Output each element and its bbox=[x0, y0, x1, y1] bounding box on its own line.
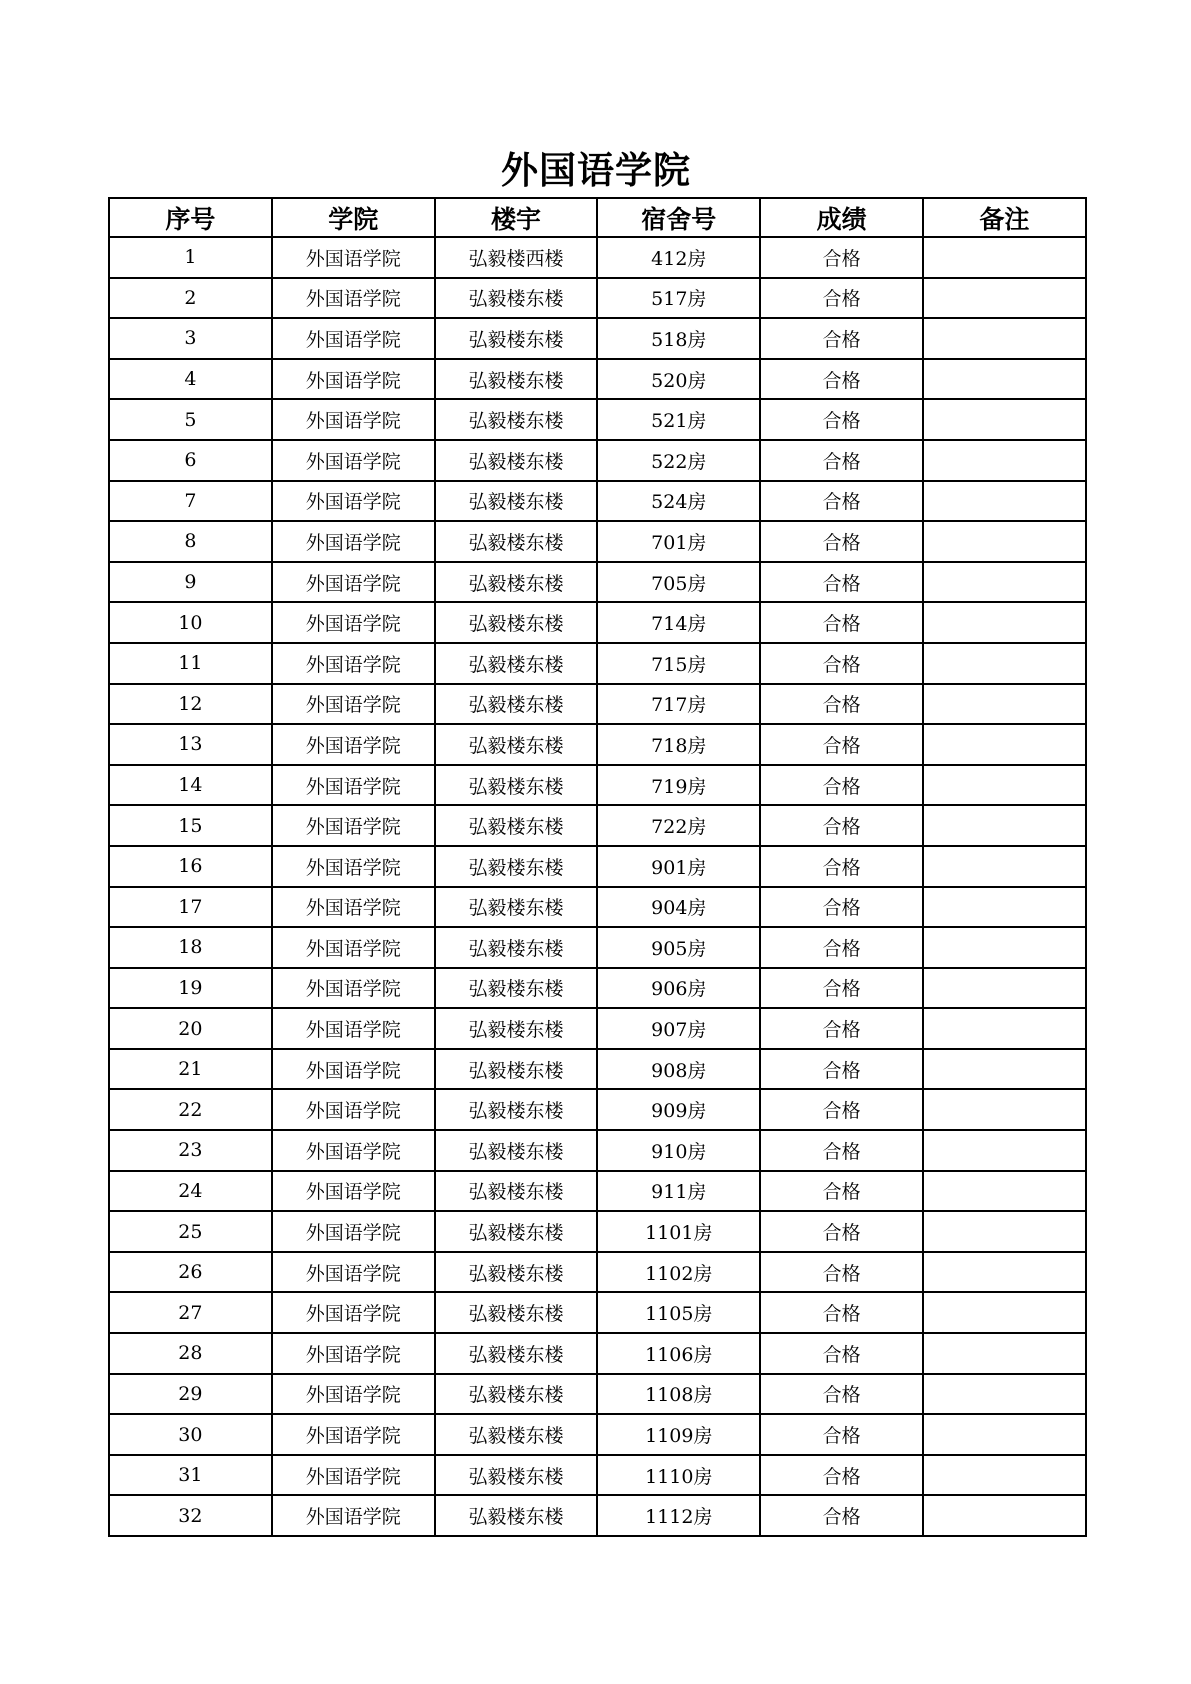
cell-result: 合格 bbox=[760, 1171, 923, 1212]
cell-college: 外国语学院 bbox=[272, 1008, 435, 1049]
header-building: 楼宇 bbox=[435, 198, 598, 237]
cell-result: 合格 bbox=[760, 927, 923, 968]
cell-result: 合格 bbox=[760, 724, 923, 765]
cell-building: 弘毅楼东楼 bbox=[435, 602, 598, 643]
cell-building: 弘毅楼东楼 bbox=[435, 1495, 598, 1536]
header-remarks: 备注 bbox=[923, 198, 1086, 237]
cell-remarks bbox=[923, 1089, 1086, 1130]
cell-college: 外国语学院 bbox=[272, 724, 435, 765]
table-row bbox=[109, 1008, 1086, 1049]
cell-result: 合格 bbox=[760, 887, 923, 928]
table-row bbox=[109, 1374, 1086, 1415]
cell-building: 弘毅楼西楼 bbox=[435, 237, 598, 278]
table-row bbox=[109, 1495, 1086, 1536]
cell-college: 外国语学院 bbox=[272, 399, 435, 440]
cell-building: 弘毅楼东楼 bbox=[435, 1252, 598, 1293]
cell-index: 13 bbox=[109, 724, 272, 765]
cell-index: 31 bbox=[109, 1455, 272, 1496]
cell-remarks bbox=[923, 521, 1086, 562]
cell-result: 合格 bbox=[760, 1008, 923, 1049]
cell-room: 908房 bbox=[597, 1049, 760, 1090]
cell-room: 522房 bbox=[597, 440, 760, 481]
cell-room: 1102房 bbox=[597, 1252, 760, 1293]
cell-building: 弘毅楼东楼 bbox=[435, 1292, 598, 1333]
cell-room: 705房 bbox=[597, 562, 760, 603]
cell-building: 弘毅楼东楼 bbox=[435, 1008, 598, 1049]
cell-college: 外国语学院 bbox=[272, 237, 435, 278]
table-row bbox=[109, 440, 1086, 481]
cell-room: 1106房 bbox=[597, 1333, 760, 1374]
cell-remarks bbox=[923, 1333, 1086, 1374]
cell-remarks bbox=[923, 1211, 1086, 1252]
cell-building: 弘毅楼东楼 bbox=[435, 968, 598, 1009]
table-row bbox=[109, 1333, 1086, 1374]
cell-room: 904房 bbox=[597, 887, 760, 928]
cell-building: 弘毅楼东楼 bbox=[435, 684, 598, 725]
table-row bbox=[109, 1089, 1086, 1130]
cell-college: 外国语学院 bbox=[272, 684, 435, 725]
cell-remarks bbox=[923, 1414, 1086, 1455]
cell-building: 弘毅楼东楼 bbox=[435, 1130, 598, 1171]
cell-building: 弘毅楼东楼 bbox=[435, 562, 598, 603]
cell-index: 1 bbox=[109, 237, 272, 278]
cell-index: 14 bbox=[109, 765, 272, 806]
cell-remarks bbox=[923, 1049, 1086, 1090]
cell-college: 外国语学院 bbox=[272, 927, 435, 968]
cell-result: 合格 bbox=[760, 846, 923, 887]
cell-building: 弘毅楼东楼 bbox=[435, 1374, 598, 1415]
cell-college: 外国语学院 bbox=[272, 359, 435, 400]
cell-result: 合格 bbox=[760, 440, 923, 481]
cell-remarks bbox=[923, 724, 1086, 765]
cell-college: 外国语学院 bbox=[272, 318, 435, 359]
table-row bbox=[109, 846, 1086, 887]
cell-remarks bbox=[923, 318, 1086, 359]
cell-college: 外国语学院 bbox=[272, 1171, 435, 1212]
cell-college: 外国语学院 bbox=[272, 1130, 435, 1171]
cell-remarks bbox=[923, 968, 1086, 1009]
cell-room: 701房 bbox=[597, 521, 760, 562]
cell-room: 910房 bbox=[597, 1130, 760, 1171]
cell-remarks bbox=[923, 562, 1086, 603]
cell-remarks bbox=[923, 481, 1086, 522]
cell-index: 28 bbox=[109, 1333, 272, 1374]
cell-result: 合格 bbox=[760, 481, 923, 522]
cell-college: 外国语学院 bbox=[272, 1333, 435, 1374]
cell-result: 合格 bbox=[760, 684, 923, 725]
dormitory-results-table bbox=[108, 197, 1087, 1537]
cell-remarks bbox=[923, 359, 1086, 400]
cell-room: 520房 bbox=[597, 359, 760, 400]
cell-remarks bbox=[923, 440, 1086, 481]
cell-result: 合格 bbox=[760, 1414, 923, 1455]
table-row bbox=[109, 278, 1086, 319]
header-result: 成绩 bbox=[760, 198, 923, 237]
cell-remarks bbox=[923, 765, 1086, 806]
cell-index: 19 bbox=[109, 968, 272, 1009]
cell-index: 9 bbox=[109, 562, 272, 603]
cell-college: 外国语学院 bbox=[272, 481, 435, 522]
table-row bbox=[109, 724, 1086, 765]
table-row bbox=[109, 968, 1086, 1009]
cell-remarks bbox=[923, 805, 1086, 846]
cell-result: 合格 bbox=[760, 521, 923, 562]
cell-building: 弘毅楼东楼 bbox=[435, 927, 598, 968]
table-row bbox=[109, 1252, 1086, 1293]
cell-index: 24 bbox=[109, 1171, 272, 1212]
cell-building: 弘毅楼东楼 bbox=[435, 643, 598, 684]
cell-college: 外国语学院 bbox=[272, 1414, 435, 1455]
cell-remarks bbox=[923, 1171, 1086, 1212]
cell-result: 合格 bbox=[760, 1211, 923, 1252]
cell-result: 合格 bbox=[760, 765, 923, 806]
cell-remarks bbox=[923, 399, 1086, 440]
cell-room: 905房 bbox=[597, 927, 760, 968]
cell-building: 弘毅楼东楼 bbox=[435, 1414, 598, 1455]
cell-remarks bbox=[923, 1495, 1086, 1536]
cell-result: 合格 bbox=[760, 643, 923, 684]
cell-room: 1110房 bbox=[597, 1455, 760, 1496]
table-row bbox=[109, 1211, 1086, 1252]
cell-result: 合格 bbox=[760, 237, 923, 278]
cell-remarks bbox=[923, 846, 1086, 887]
table-row bbox=[109, 521, 1086, 562]
header-index: 序号 bbox=[109, 198, 272, 237]
cell-room: 906房 bbox=[597, 968, 760, 1009]
cell-index: 3 bbox=[109, 318, 272, 359]
table-row bbox=[109, 643, 1086, 684]
cell-remarks bbox=[923, 602, 1086, 643]
cell-college: 外国语学院 bbox=[272, 887, 435, 928]
cell-index: 29 bbox=[109, 1374, 272, 1415]
page-title: 外国语学院 bbox=[501, 149, 691, 192]
cell-college: 外国语学院 bbox=[272, 1089, 435, 1130]
table-row bbox=[109, 805, 1086, 846]
cell-college: 外国语学院 bbox=[272, 521, 435, 562]
cell-index: 2 bbox=[109, 278, 272, 319]
cell-index: 7 bbox=[109, 481, 272, 522]
cell-room: 717房 bbox=[597, 684, 760, 725]
cell-index: 16 bbox=[109, 846, 272, 887]
table-row bbox=[109, 399, 1086, 440]
cell-room: 715房 bbox=[597, 643, 760, 684]
cell-index: 21 bbox=[109, 1049, 272, 1090]
cell-building: 弘毅楼东楼 bbox=[435, 1211, 598, 1252]
cell-room: 1112房 bbox=[597, 1495, 760, 1536]
cell-index: 6 bbox=[109, 440, 272, 481]
cell-remarks bbox=[923, 1130, 1086, 1171]
cell-index: 12 bbox=[109, 684, 272, 725]
cell-result: 合格 bbox=[760, 562, 923, 603]
cell-remarks bbox=[923, 887, 1086, 928]
cell-college: 外国语学院 bbox=[272, 968, 435, 1009]
cell-result: 合格 bbox=[760, 968, 923, 1009]
table-row bbox=[109, 318, 1086, 359]
cell-room: 901房 bbox=[597, 846, 760, 887]
table-row bbox=[109, 1455, 1086, 1496]
cell-college: 外国语学院 bbox=[272, 1049, 435, 1090]
cell-college: 外国语学院 bbox=[272, 562, 435, 603]
cell-room: 909房 bbox=[597, 1089, 760, 1130]
cell-remarks bbox=[923, 278, 1086, 319]
cell-room: 1101房 bbox=[597, 1211, 760, 1252]
cell-index: 25 bbox=[109, 1211, 272, 1252]
cell-index: 30 bbox=[109, 1414, 272, 1455]
cell-remarks bbox=[923, 1252, 1086, 1293]
cell-college: 外国语学院 bbox=[272, 1374, 435, 1415]
cell-college: 外国语学院 bbox=[272, 1455, 435, 1496]
cell-room: 412房 bbox=[597, 237, 760, 278]
cell-remarks bbox=[923, 927, 1086, 968]
cell-building: 弘毅楼东楼 bbox=[435, 1049, 598, 1090]
cell-college: 外国语学院 bbox=[272, 1211, 435, 1252]
table-row bbox=[109, 765, 1086, 806]
cell-remarks bbox=[923, 643, 1086, 684]
cell-college: 外国语学院 bbox=[272, 846, 435, 887]
cell-room: 907房 bbox=[597, 1008, 760, 1049]
table-row bbox=[109, 602, 1086, 643]
cell-result: 合格 bbox=[760, 1130, 923, 1171]
cell-building: 弘毅楼东楼 bbox=[435, 521, 598, 562]
table-header-row bbox=[109, 198, 1086, 237]
table-body bbox=[109, 237, 1086, 1536]
cell-index: 10 bbox=[109, 602, 272, 643]
cell-result: 合格 bbox=[760, 1495, 923, 1536]
table-row bbox=[109, 887, 1086, 928]
cell-result: 合格 bbox=[760, 1089, 923, 1130]
cell-index: 27 bbox=[109, 1292, 272, 1333]
cell-remarks bbox=[923, 237, 1086, 278]
cell-room: 1105房 bbox=[597, 1292, 760, 1333]
cell-room: 517房 bbox=[597, 278, 760, 319]
cell-index: 22 bbox=[109, 1089, 272, 1130]
cell-room: 518房 bbox=[597, 318, 760, 359]
table-row bbox=[109, 1130, 1086, 1171]
cell-building: 弘毅楼东楼 bbox=[435, 765, 598, 806]
cell-index: 18 bbox=[109, 927, 272, 968]
cell-remarks bbox=[923, 1374, 1086, 1415]
cell-room: 722房 bbox=[597, 805, 760, 846]
cell-college: 外国语学院 bbox=[272, 805, 435, 846]
cell-result: 合格 bbox=[760, 1049, 923, 1090]
cell-result: 合格 bbox=[760, 1455, 923, 1496]
cell-room: 714房 bbox=[597, 602, 760, 643]
cell-result: 合格 bbox=[760, 1292, 923, 1333]
cell-building: 弘毅楼东楼 bbox=[435, 399, 598, 440]
cell-remarks bbox=[923, 1292, 1086, 1333]
table-row bbox=[109, 237, 1086, 278]
cell-college: 外国语学院 bbox=[272, 278, 435, 319]
cell-building: 弘毅楼东楼 bbox=[435, 1171, 598, 1212]
cell-college: 外国语学院 bbox=[272, 1495, 435, 1536]
table-row bbox=[109, 359, 1086, 400]
cell-college: 外国语学院 bbox=[272, 1292, 435, 1333]
cell-result: 合格 bbox=[760, 1252, 923, 1293]
cell-index: 5 bbox=[109, 399, 272, 440]
cell-remarks bbox=[923, 684, 1086, 725]
cell-index: 20 bbox=[109, 1008, 272, 1049]
table-row bbox=[109, 684, 1086, 725]
table-row bbox=[109, 1414, 1086, 1455]
cell-room: 1108房 bbox=[597, 1374, 760, 1415]
cell-index: 32 bbox=[109, 1495, 272, 1536]
table-row bbox=[109, 481, 1086, 522]
header-college: 学院 bbox=[272, 198, 435, 237]
cell-building: 弘毅楼东楼 bbox=[435, 1089, 598, 1130]
cell-index: 23 bbox=[109, 1130, 272, 1171]
cell-college: 外国语学院 bbox=[272, 765, 435, 806]
cell-building: 弘毅楼东楼 bbox=[435, 1455, 598, 1496]
cell-index: 11 bbox=[109, 643, 272, 684]
table-row bbox=[109, 1171, 1086, 1212]
cell-room: 719房 bbox=[597, 765, 760, 806]
cell-building: 弘毅楼东楼 bbox=[435, 481, 598, 522]
cell-index: 26 bbox=[109, 1252, 272, 1293]
table-row bbox=[109, 927, 1086, 968]
cell-result: 合格 bbox=[760, 318, 923, 359]
table-row bbox=[109, 1049, 1086, 1090]
cell-building: 弘毅楼东楼 bbox=[435, 846, 598, 887]
header-room: 宿舍号 bbox=[597, 198, 760, 237]
cell-index: 8 bbox=[109, 521, 272, 562]
cell-room: 1109房 bbox=[597, 1414, 760, 1455]
table-row bbox=[109, 1292, 1086, 1333]
cell-building: 弘毅楼东楼 bbox=[435, 887, 598, 928]
cell-room: 521房 bbox=[597, 399, 760, 440]
cell-building: 弘毅楼东楼 bbox=[435, 359, 598, 400]
cell-result: 合格 bbox=[760, 1333, 923, 1374]
cell-result: 合格 bbox=[760, 399, 923, 440]
cell-room: 524房 bbox=[597, 481, 760, 522]
cell-result: 合格 bbox=[760, 805, 923, 846]
cell-room: 718房 bbox=[597, 724, 760, 765]
cell-result: 合格 bbox=[760, 602, 923, 643]
cell-remarks bbox=[923, 1008, 1086, 1049]
cell-result: 合格 bbox=[760, 278, 923, 319]
table-row bbox=[109, 562, 1086, 603]
cell-college: 外国语学院 bbox=[272, 643, 435, 684]
cell-building: 弘毅楼东楼 bbox=[435, 440, 598, 481]
cell-building: 弘毅楼东楼 bbox=[435, 805, 598, 846]
cell-result: 合格 bbox=[760, 1374, 923, 1415]
cell-result: 合格 bbox=[760, 359, 923, 400]
cell-index: 4 bbox=[109, 359, 272, 400]
cell-college: 外国语学院 bbox=[272, 440, 435, 481]
cell-room: 911房 bbox=[597, 1171, 760, 1212]
cell-building: 弘毅楼东楼 bbox=[435, 1333, 598, 1374]
cell-building: 弘毅楼东楼 bbox=[435, 278, 598, 319]
cell-college: 外国语学院 bbox=[272, 602, 435, 643]
cell-building: 弘毅楼东楼 bbox=[435, 318, 598, 359]
cell-building: 弘毅楼东楼 bbox=[435, 724, 598, 765]
cell-college: 外国语学院 bbox=[272, 1252, 435, 1293]
cell-index: 15 bbox=[109, 805, 272, 846]
cell-index: 17 bbox=[109, 887, 272, 928]
cell-remarks bbox=[923, 1455, 1086, 1496]
